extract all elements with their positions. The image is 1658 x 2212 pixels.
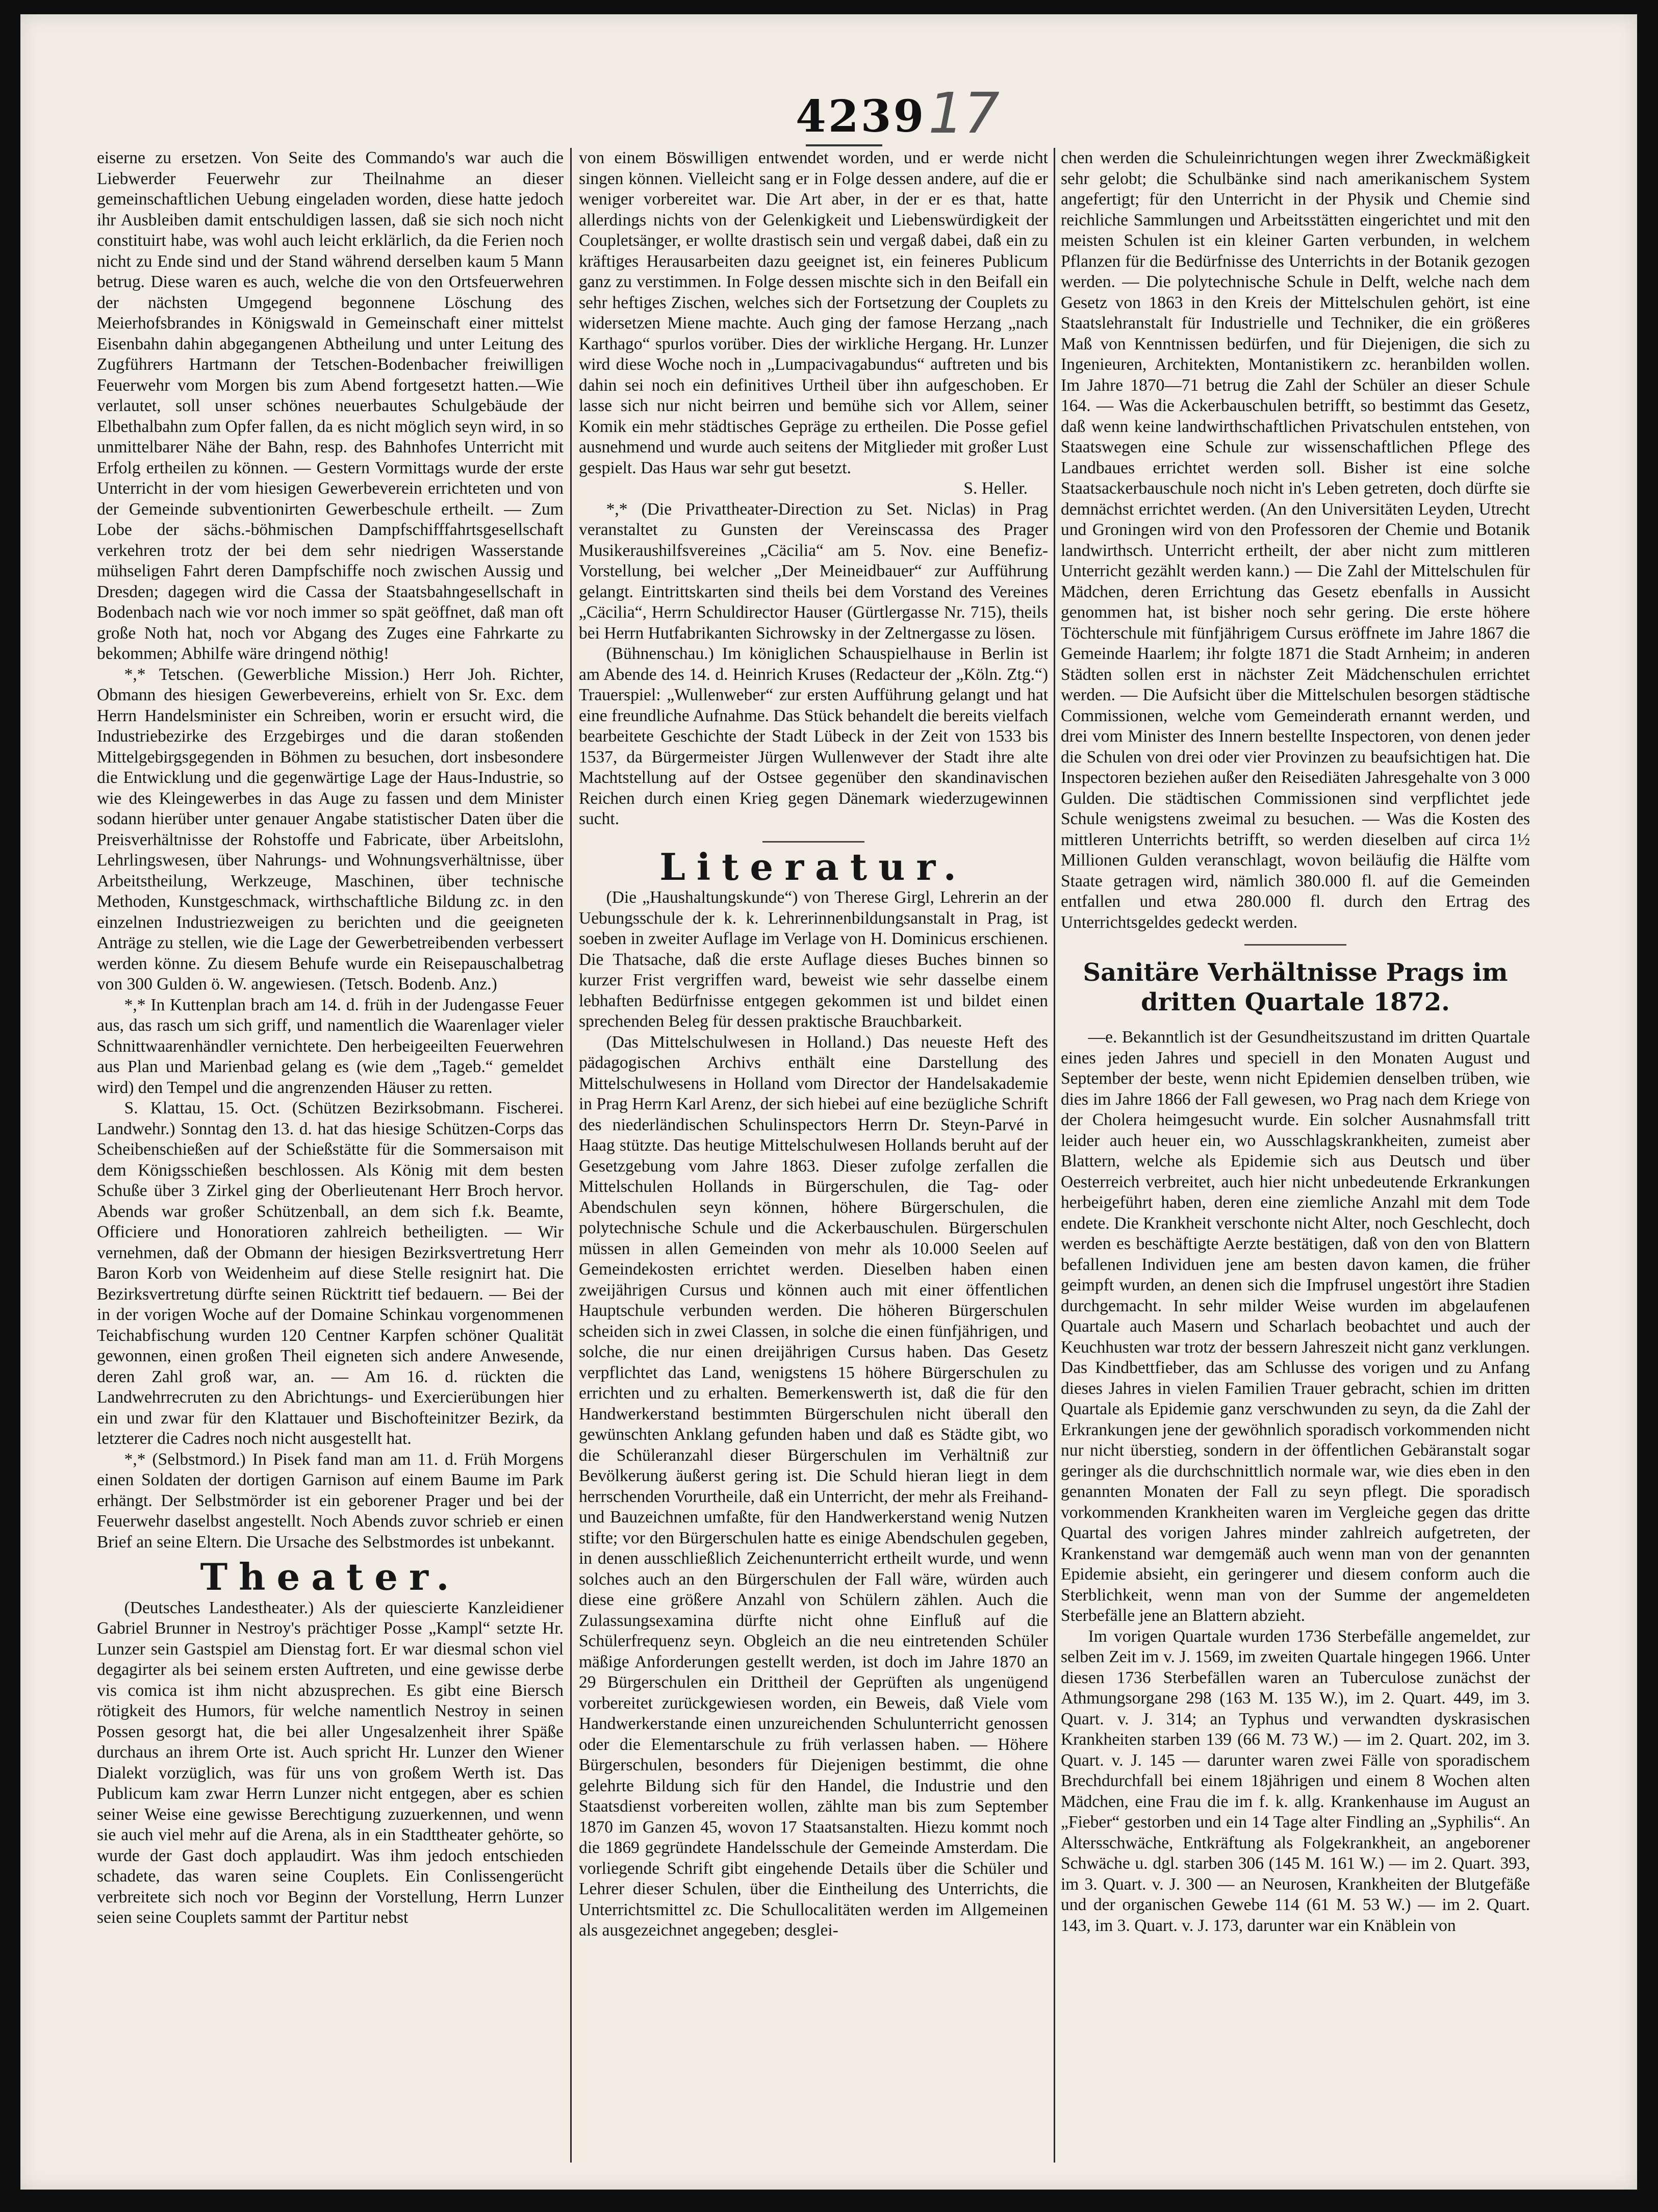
page-number-underline [806, 144, 882, 146]
article-paragraph: *,* (Selbstmord.) In Pisek fand man am 11. d. Früh Morgens einen Soldaten der dortigen Garnison auf einem Baume im Park erhängt. Der Selbstmörder ist ein geborener Prager und bei der Feuerwehr daselbst angestellt. Noch Abends zuvor schrieb er einen Brief an seine Eltern. Die Ursache des Selbstmordes ist unbekannt. [97, 1450, 564, 1552]
section-heading-theater: Theater. [200, 1555, 461, 1598]
page-number: 4239 [796, 91, 926, 142]
article-paragraph: (Die „Haushaltungskunde“) von Therese Girgl, Lehrerin an der Uebungsschule der k. k. Lehrerinnenbildungsanstalt in Prag, ist soeben in zweiter Auflage im Verlage von H. Dominicus erschienen. Die Thatsache, daß die erste Auflage dieses Buches binnen so kurzer Frist vergriffen ward, beweist wie sehr dasselbe einem lebhaften Bedürfnisse entgegen gekommen ist und bildet einen sprechenden Beleg für dessen praktische Brauchbarkeit. [579, 888, 1048, 1031]
article-paragraph: S. Klattau, 15. Oct. (Schützen Bezirksobmann. Fischerei. Landwehr.) Sonntag den 13. d. hat das hiesige Schützen-Corps das Scheibenschießen auf der Schießstätte für die Sommersaison mit dem Königsschießen beschlossen. Als König mit dem besten Schuße über 3 Zirkel ging der Oberlieutenant Herr Broch hervor. Abends war großer Schützenball, an dem sich f.k. Beamte, Officiere und Honoratioren zahlreich betheiligten. — Wir vernehmen, daß der Obmann der hiesigen Bezirksvertretung Herr Baron Korb von Weidenheim auf diese Stelle resignirt hat. Die Bezirksvertretung dürfte seinen Rücktritt tief bedauern. — Bei der in der vorigen Woche auf der Domaine Schinkau vorgenommenen Teichabfischung wurden 120 Centner Karpfen schöner Qualität gewonnen, einen großen Theil eigneten sich andere Anwesende, deren Zahl groß war, an. — Am 16. d. rückten die Landwehrrecruten zu den Abrichtungs- und Exercierübungen hier ein und zwar für den Klattauer und Bischofteinitzer Bezirk, da letzterer die Cadres noch nicht ausgestellt hat. [97, 1099, 564, 1448]
article-paragraph: (Deutsches Landestheater.) Als der quiescierte Kanzleidiener Gabriel Brunner in Nestroy's prächtiger Posse „Kampl“ setzte Hr. Lunzer sein Gastspiel am Dienstag fort. Er war diesmal schon viel degagirter als bei seinem ersten Auftreten, und eine gewisse derbe vis comica ist ihm nicht abzusprechen. Es gibt eine Biersch rötigkeit des Humors, für welche namentlich Nestroy in seinen Possen gesorgt hat, die bei aller Ungesalzenheit ihrer Späße durchaus an ihrem Orte ist. Auch spricht Hr. Lunzer den Wiener Dialekt vorzüglich, was für uns von großem Werth ist. Das Publicum kam zwar Herrn Lunzer nicht entgegen, aber es schien seiner Weise eine gewisse Berechtigung zuzuerkennen, und wenn sie auch viel mehr auf die Arena, als in ein Stadttheater gehörte, so wurde der Gast doch applaudirt. Was ihm jedoch entschieden schadete, das waren seine Couplets. Ein Conlissengerücht verbreitete sich noch vor Beginn der Vorstellung, Herrn Lunzer seien seine Couplets sammt der Partitur nebst [97, 1598, 564, 1927]
article-paragraph: *,* Tetschen. (Gewerbliche Mission.) Herr Joh. Richter, Obmann des hiesigen Gewerbevereins, erhielt von Sr. Exc. dem Herrn Handelsminister ein Schreiben, worin er ersucht wird, die Industriebezirke des Erzgebirges und die daran stoßenden Mittelgebirgsgegenden in Böhmen zu besuchen, dort insbesondere die Entwicklung und die gegenwärtige Lage der Haus-Industrie, so wie des Kleingewerbes in das Auge zu fassen und dem Minister sodann hierüber unter genauer Angabe statistischer Daten über die Preisverhältnisse der Rohstoffe und Fabricate, über Arbeitslohn, Lehrlingswesen, über Nahrungs- und Wohnungsverhältnisse, über Arbeitstheilung, Werkzeuge, Maschinen, über technische Methoden, Kunstgeschmack, wirthschaftliche Bildung zc. in den einzelnen Industriezweigen zu berichten und die geeigneten Anträge zu stellen, wie die Lage der Gewerbetreibenden verbessert werden könne. Zu diesem Behufe wurde ein Reisepauschalbetrag von 300 Gulden ö. W. angewiesen. (Tetsch. Bodenb. Anz.) [97, 665, 564, 994]
section-heading-literatur: Literatur. [659, 845, 967, 888]
article-paragraph: *,* (Die Privattheater-Direction zu Set. Niclas) in Prag veranstaltet zu Gunsten der Vereinscassa des Prager Musikeraushilfsvereines „Cäcilia“ am 5. Nov. eine Benefiz-Vorstellung, bei welcher „Der Meineidbauer“ zur Aufführung gelangt. Eintrittskarten sind theils bei dem Vorstand des Vereines „Cäcilia“, Herrn Schuldirector Hauser (Gürtlergasse Nr. 715), theils bei Herrn Hutfabrikanten Sichrowsky in der Zeltnergasse zu lösen. [579, 499, 1048, 643]
article-paragraph: chen werden die Schuleinrichtungen wegen ihrer Zweckmäßigkeit sehr gelobt; die Schulbänke sind nach amerikanischem System angefertigt; für den Unterricht in der Physik und Chemie sind reichliche Sammlungen und Arbeitsstätten eingerichtet und mit den meisten Schulen ist ein kleiner Garten verbunden, in welchem Pflanzen für die Bedürfnisse des Unterrichts in der Botanik gezogen werden. — Die polytechnische Schule in Delft, welche nach dem Gesetz von 1863 in den Kreis der Mittelschulen gehört, ist eine Staatslehranstalt für Industrielle und Techniker, die ein größeres Maß von Kenntnissen bedürfen, und für Diejenigen, die sich zu Ingenieuren, Architekten, Montanistikern zc. heranbilden wollen. Im Jahre 1870—71 betrug die Zahl der Schüler an dieser Schule 164. — Was die Ackerbauschulen betrifft, so bestimmt das Gesetz, daß wenn keine landwirthschaftlichen Privatschulen entstehen, von Staatswegen eine Schule zur wissenschaftlichen Pflege des Landbaues errichtet werden soll. Bisher ist eine solche Staatsackerbauschule noch nicht in's Leben getreten, doch dürfte sie demnächst errichtet werden. (An den Universitäten Leyden, Utrecht und Groningen wird von den Professoren der Chemie und Botanik landwirthsch. Unterricht ertheilt, der aber nicht zum mittleren Unterricht gezählt werden kann.) — Die Zahl der Mittelschulen für Mädchen, deren Errichtung das Gesetz ebenfalls in Aussicht genommen hat, ist bisher noch sehr gering. Die erste höhere Töchterschule mit fünfjährigem Cursus eröffnete im Jahre 1867 die Gemeinde Haarlem; ihr folgte 1871 die Stadt Arnheim; in anderen Städten sollen erst in nächster Zeit Mädchenschulen errichtet werden. — Die Aufsicht über die Mittelschulen besorgen städtische Commissionen, welche vom Gemeinderath ernannt werden, und drei vom Minister des Innern bestellte Inspectoren, von denen jeder die Schulen von drei oder vier Provinzen zu beaufsichtigen hat. Die Inspectoren beziehen außer den Reisediäten Jahresgehalte von 3 000 Gulden. Die städtischen Commissionen sind verpflichtet jede Schule wenigstens zweimal zu besuchen. — Was die Kosten des mittleren Unterrichts betrifft, so werden dieselben auf circa 1½ Millionen Gulden veranschlagt, wovon beiläufig die Hälfte vom Staate getragen wird, nämlich 380.000 fl. auf die Gemeinden entfallen und etwa 280.000 fl. durch den Ertrag des Unterrichtsgeldes gedeckt werden. [1061, 148, 1530, 932]
column-middle [579, 148, 1048, 1941]
column-right [1061, 148, 1530, 1936]
column-divider [570, 148, 572, 2163]
section-heading-sanitaere: Sanitäre Verhältnisse Prags im dritten Quartale 1872. [1083, 958, 1508, 1016]
section-separator [762, 841, 864, 843]
section-separator [1244, 944, 1346, 946]
handwritten-annotation: 17 [928, 81, 1000, 146]
article-paragraph: eiserne zu ersetzen. Von Seite des Commando's war auch die Liebwerder Feuerwehr zur Theilnahme an dieser gemeinschaftlichen Uebung eingeladen worden, diese hatte jedoch ihr Ausbleiben damit entschuldigen lassen, daß sie sich noch nicht constituirt habe, was wohl auch leicht erklärlich, da die Ferien noch nicht zu Ende sind und der Stand während derselben kaum 5 Mann betrug. Diese waren es auch, welche die von den Ortsfeuerwehren der nächsten Umgegend begonnene Löschung des Meierhofsbrandes in Königswald in Gemeinschaft einer mittelst Eisenbahn dahin abgegangenen Abtheilung und unter Leitung des Zugführers Hartmann der Tetschen-Bodenbacher freiwilligen Feuerwehr vom Morgen bis zum Abend fortgesetzt hatten.—Wie verlautet, soll unser schönes neuerbautes Schulgebäude der Elbethalbahn zum Opfer fallen, da es nicht möglich seyn wird, in so unmittelbarer Nähe der Bahn, resp. des Bahnhofes Unterricht mit Erfolg ertheilen zu können. — Gestern Vormittags wurde der erste Unterricht in der vom hiesigen Gewerbeverein errichteten und von der Gemeinde subventionirten Gewerbeschule ertheilt. — Zum Lobe der sächs.-böhmischen Dampfschifffahrtsgesellschaft verkehren trotz der bei dem sehr niedrigen Wasserstande mühseligen Fahrt deren Dampfschiffe noch zwischen Aussig und Dresden; dagegen wird die Cassa der Staatsbahngesellschaft in Bodenbach nach wie vor noch immer so spät geöffnet, daß man oft große Noth hat, noch vor Abgang des Zuges eine Fahrkarte zu bekommen; Abhilfe wäre dringend nöthig! [97, 148, 564, 663]
author-signature: S. Heller. [963, 479, 1028, 498]
article-paragraph: Im vorigen Quartale wurden 1736 Sterbefälle angemeldet, zur selben Zeit im v. J. 1569, im zweiten Quartale hingegen 1966. Unter diesen 1736 Sterbefällen waren an Tuberculose zunächst der Athmungsorgane 298 (163 M. 135 W.), im 2. Quart. 449, im 3. Quart. v. J. 314; an Typhus und verwandten dyskrasischen Krankheiten starben 139 (66 M. 73 W.) — im 2. Quart. 202, im 3. Quart. v. J. 145 — darunter waren zwei Fälle von sporadischem Brechdurchfall bei einem 18jährigen und einem 8 Wochen alten Mädchen, eine Frau die im f. k. allg. Krankenhause im August an „Fieber“ gestorben und ein 14 Tage alter Findling an „Syphilis“. An Altersschwäche, Entkräftung als Folgekrankheit, an angeborener Schwäche u. dgl. starben 306 (145 M. 161 W.) — im 2. Quart. 393, im 3. Quart. v. J. 300 — an Neurosen, Krankheiten der Blutgefäße und der organischen Gewebe 114 (61 M. 53 W.) — im 2. Quart. 143, im 3. Quart. v. J. 173, darunter war ein Knäblein von [1061, 1626, 1530, 1935]
article-paragraph: (Bühnenschau.) Im königlichen Schauspielhause in Berlin ist am Abende des 14. d. Heinrich Kruses (Redacteur der „Köln. Ztg.“) Trauerspiel: „Wullenweber“ zur ersten Aufführung gelangt und hat eine freundliche Aufnahme. Das Stück behandelt die bereits vielfach bearbeitete Geschichte der Stadt Lübeck in der Zeit von 1533 bis 1537, da Bürgermeister Jürgen Wullenwever der Stadt ihre alte Machtstellung auf der Ostsee gegenüber den skandinavischen Reichen durch einen Krieg gegen Dänemark wiederzugewinnen sucht. [579, 644, 1048, 828]
column-divider [1054, 148, 1055, 2163]
article-paragraph: *,* In Kuttenplan brach am 14. d. früh in der Judengasse Feuer aus, das rasch um sich griff, und namentlich die Waarenlager vieler Schnittwaarenhändler vernichtete. Den herbeigeeilten Feuerwehren aus Plan und Marienbad gelang es (wie dem „Tageb.“ gemeldet wird) den Tempel und die angrenzenden Häuser zu retten. [97, 995, 564, 1097]
article-paragraph: —e. Bekanntlich ist der Gesundheitszustand im dritten Quartale eines jeden Jahres und speciell in den Monaten August und September der beste, wenn nicht Epidemien denselben trüben, wie dies im Jahre 1866 der Fall gewesen, wo Prag nach dem Kriege von der Cholera heimgesucht wurde. Ein solcher Ausnahmsfall tritt leider auch heuer ein, wo Ausschlagskrankheiten, zumeist aber Blattern, welche als Epidemie sich aus Deutsch und über Oesterreich verbreitet, auch hier nicht unbedeutende Erkrankungen herbeigeführt haben, deren eine ziemliche Anzahl mit dem Tode endete. Die Krankheit verschonte nicht Alter, noch Geschlecht, doch werden es beschäftigte Aerzte bestätigen, daß von den von Blattern befallenen Individuen jene am besten davon kamen, die früher geimpft wurden, an denen sich die Impfrusel ungestört ihre Stadien durchgemacht. In sehr milder Weise wurden im abgelaufenen Quartale auch Masern und Scharlach beobachtet und auch der Keuchhusten war trotz der bessern Jahreszeit nicht ganz verklungen. Das Kindbettfieber, das am Schlusse des vorigen und zu Anfang dieses Jahres in vielen Familien Trauer gebracht, schien im dritten Quartale als Epidemie ganz verschwunden zu seyn, da die Zahl der Erkrankungen jene der gewöhnlich sporadisch vorkommenden nicht nur nicht überstieg, sondern in der öffentlichen Gebäranstalt sogar geringer als die durchschnittlich normale war, wie dies eben in den genannten Monaten der Fall zu seyn pflegt. Die sporadisch vorkommenden Krankheiten waren im Vergleiche gegen das dritte Quartal des vorigen Jahres minder zahlreich aufgetreten, der Krankenstand war demgemäß auch wenn man von der genannten Epidemie absieht, ein geringerer und diesem conform auch die Sterblichkeit, wenn man von der Summe der angemeldeten Sterbefälle jene an Blattern abzieht. [1061, 1028, 1530, 1625]
article-paragraph: von einem Böswilligen entwendet worden, und er werde nicht singen können. Vielleicht sang er in Folge dessen andere, auf die er weniger vorbereitet war. Die Art aber, in der er es that, hatte allerdings nichts von der Gelenkigkeit und Liebenswürdigkeit der Coupletsänger, er wollte drastisch sein und vergaß dabei, daß ein zu kräftiges Herausarbeiten dazu geeignet ist, ein feineres Publicum ganz zu verstimmen. In Folge dessen mischte sich in den Beifall ein sehr heftiges Zischen, welches sich der Fortsetzung der Couplets zu widersetzen Miene machte. Auch ging der famose Herzang „nach Karthago“ spurlos vorüber. Dies der wirkliche Hergang. Hr. Lunzer wird diese Woche noch in „Lumpacivagabundus“ auftreten und bis dahin sei noch ein definitives Urtheil über ihn aufgeschoben. Er lasse sich nur nicht beirren und bemühe sich vor Allem, seiner Komik ein mehr städtisches Gepräge zu ertheilen. Die Posse gefiel ausnehmend und wurde auch seitens der Mitglieder mit großer Lust gespielt. Das Haus war sehr gut besetzt. [579, 148, 1048, 477]
article-paragraph: (Das Mittelschulwesen in Holland.) Das neueste Heft des pädagogischen Archivs enthält eine Darstellung des Mittelschulwesens in Holland vom Director der Handelsakademie in Prag Herrn Karl Arenz, der sich hiebei auf eine bezügliche Schrift des niederländischen Schulinspectors Herrn Dr. Steyn-Parvé in Haag stützte. Das heutige Mittelschulwesen Hollands beruht auf der Gesetzgebung vom Jahre 1863. Dieser zufolge zerfallen die Mittelschulen Hollands in Bürgerschulen, die Tag- oder Abendschulen seyn können, höhere Bürgerschulen, die polytechnische Schule und die Ackerbauschulen. Bürgerschulen müssen in allen Gemeinden von mehr als 10.000 Seelen auf Gemeindekosten errichtet werden. Dieselben haben einen zweijährigen Cursus und können auch mit einer öffentlichen Hauptschule verbunden werden. Die höheren Bürgerschulen scheiden sich in zwei Classen, in solche die einen fünfjährigen, und solche, die nur einen dreijährigen Cursus haben. Das Gesetz verpflichtet das Land, wenigstens 15 höhere Bürgerschulen zu errichten und zu erhalten. Bemerkenswerth ist, daß die für den Handwerkerstand bestimmten Bürgerschulen nicht überall den gewünschten Anklang gefunden haben und daß es Städte gibt, wo die Schüleranzahl dieser Bürgerschulen im Verhältniß zur Bevölkerung äußerst gering ist. Die Schuld hieran liegt in dem herrschenden Vorurtheile, daß ein Unterricht, der mehr als Freihand- und Bauzeichnen umfaßte, für den Handwerkerstand wenig Nutzen stifte; vor den Bürgerschulen hatte es einige Abendschulen gegeben, in denen ausschließlich Zeichenunterricht ertheilt wurde, und wenn solches auch an den Bürgerschulen der Fall wäre, würden auch diese eine größere Anzahl von Schülern zählen. Auch die Zulassungsexamina dürfte nicht ohne Einfluß auf die Schülerfrequenz seyn. Obgleich an die neu eintretenden Schüler mäßige Anforderungen gestellt werden, ist doch im Jahre 1870 an 29 Bürgerschulen ein Drittheil der Geprüften als ungenügend vorbereitet zurückgewiesen worden, ein Beweis, daß Viele vom Handwerkerstande einen unzureichenden Schulunterricht genossen oder die Elementarschule zu früh verlassen haben. — Höhere Bürgerschulen, besonders für Diejenigen bestimmt, die ohne gelehrte Bildung sich für den Handel, die Industrie und den Staatsdienst vorbereiten wollen, zählte man bis zum September 1870 im Ganzen 45, wovon 17 Staatsanstalten. Hiezu kommt noch die 1869 gegründete Handelsschule der Gemeinde Amsterdam. Die vorliegende Schrift gibt eingehende Details über die Schüler und Lehrer dieser Schulen, über die Eintheilung des Unterrichts, die Unterrichtsmittel zc. Die Schullocalitäten werden im Allgemeinen als ausgezeichnet angegeben; desglei- [579, 1032, 1048, 1940]
column-left [97, 148, 564, 1928]
